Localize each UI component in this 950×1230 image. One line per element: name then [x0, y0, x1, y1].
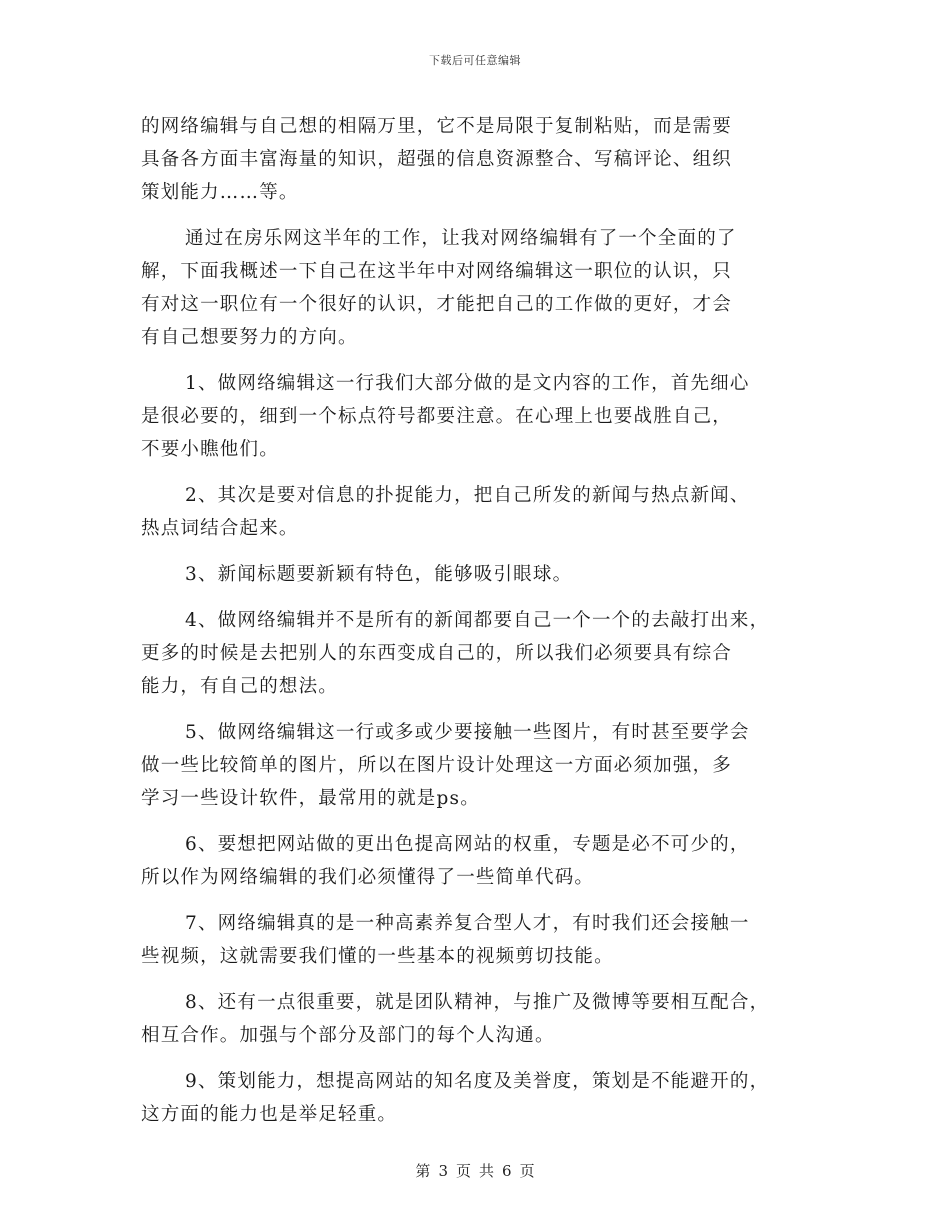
text-line: 是很必要的，细到一个标点符号都要注意。在心理上也要战胜自己，: [141, 406, 733, 427]
paragraph: [141, 112, 813, 207]
paragraph: [141, 909, 813, 971]
text-line: 4、做网络编辑并不是所有的新闻都要自己一个一个的去敲打出来，: [185, 610, 770, 631]
footer-prefix: 第: [415, 1162, 431, 1180]
text-line: 有自己想要努力的方向。: [141, 327, 358, 348]
paragraph: [141, 1067, 813, 1129]
text-line: 做一些比较简单的图片，所以在图片设计处理这一方面必须加强，多: [141, 755, 733, 776]
page-header: 下载后可任意编辑: [429, 54, 521, 67]
text-line: 6、要想把网站做的更出色提高网站的权重，专题是必不可少的，: [185, 834, 750, 855]
text-line: 更多的时候是去把别人的东西变成自己的，所以我们必须要具有综合: [141, 643, 733, 664]
paragraph: [141, 560, 813, 589]
footer-suffix: 页: [519, 1162, 535, 1180]
text-line: 解，下面我概述一下自己在这半年中对网络编辑这一职位的认识，只: [141, 261, 733, 282]
footer-page-label: 页: [455, 1162, 471, 1180]
text-line: 2、其次是要对信息的扑捉能力，把自己所发的新闻与热点新闻、: [185, 485, 750, 506]
text-line: 3、新闻标题要新颖有特色，能够吸引眼球。: [185, 564, 573, 585]
text-line: 相互合作。加强与个部分及部门的每个人沟通。: [141, 1025, 555, 1046]
footer-page-number: 3: [438, 1162, 448, 1180]
document-body: [141, 112, 813, 1129]
text-line: 的网络编辑与自己想的相隔万里，它不是局限于复制粘贴，而是需要: [141, 116, 733, 137]
text-line: 这方面的能力也是举足轻重。: [141, 1104, 398, 1125]
paragraph: [141, 988, 813, 1050]
text-line: 具备各方面丰富海量的知识，超强的信息资源整合、写稿评论、组织: [141, 149, 733, 170]
page-footer: [0, 1160, 950, 1181]
text-line: 8、还有一点很重要，就是团队精神，与推广及微博等要相互配合，: [185, 992, 770, 1013]
text-line: 通过在房乐网这半年的工作，让我对网络编辑有了一个全面的了: [185, 228, 737, 249]
footer-total-label: 共: [479, 1162, 495, 1180]
text-line: 9、策划能力，想提高网站的知名度及美誉度，策划是不能避开的，: [185, 1071, 770, 1092]
text-line: 学习一些设计软件，最常用的就是ps。: [141, 788, 480, 809]
text-line: 所以作为网络编辑的我们必须懂得了一些简单代码。: [141, 867, 595, 888]
paragraph: [141, 830, 813, 892]
paragraph: [141, 718, 813, 813]
text-line: 不要小瞧他们。: [141, 439, 279, 460]
text-line: 能力，有自己的想法。: [141, 676, 339, 697]
paragraph: [141, 224, 813, 352]
paragraph: [141, 481, 813, 543]
text-line: 7、网络编辑真的是一种高素养复合型人才，有时我们还会接触一: [185, 913, 750, 934]
text-line: 有对这一职位有一个很好的认识，才能把自己的工作做的更好，才会: [141, 294, 733, 315]
text-line: 1、做网络编辑这一行我们大部分做的是文内容的工作，首先细心: [185, 373, 750, 394]
paragraph: [141, 369, 813, 464]
footer-total-pages: 6: [502, 1162, 512, 1180]
text-line: 热点词结合起来。: [141, 518, 299, 539]
text-line: 5、做网络编辑这一行或多或少要接触一些图片，有时甚至要学会: [185, 722, 750, 743]
paragraph: [141, 606, 813, 701]
text-line: 些视频，这就需要我们懂的一些基本的视频剪切技能。: [141, 946, 614, 967]
text-line: 策划能力……等。: [141, 182, 299, 203]
